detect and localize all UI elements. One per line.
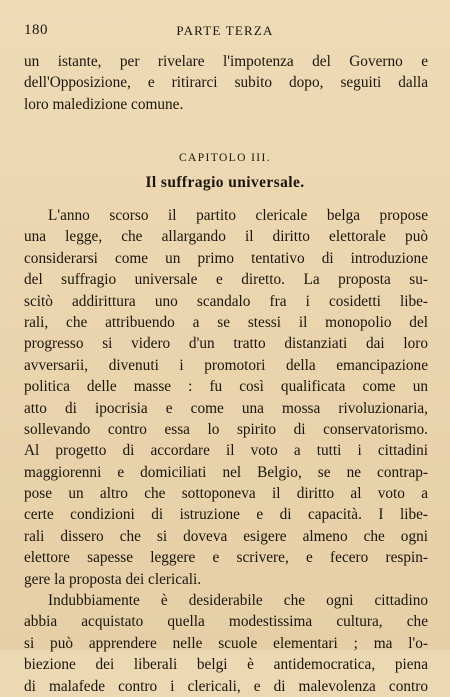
paragraph-2 — [24, 590, 428, 697]
text-line: una legge, che allargando il diritto elettorale può — [24, 228, 428, 246]
text-line: avversarii, divenuti i promotori della emancipazione — [24, 356, 428, 374]
text-line: abbia acquistato quella modestissima cultura, che — [24, 613, 428, 631]
intro-paragraph — [24, 51, 428, 115]
text-line: del suffragio universale e diretto. La proposta su- — [24, 271, 428, 289]
page-number: 180 — [24, 22, 48, 38]
text-line: di malafede contro i clericali, e di malevolenza contro — [24, 677, 428, 695]
text-line: sollevando contro essa lo spirito di conservatorismo. — [24, 420, 428, 438]
text-line: politica delle masse : fu così qualificata come un — [24, 378, 428, 396]
text-line: si può apprendere nelle scuole elementari ; ma l'o- — [24, 634, 428, 652]
page-header — [24, 22, 426, 42]
paragraph-1 — [24, 205, 428, 590]
text-line: atto di ipocrisia e come una mossa rivoluzionaria, — [24, 399, 428, 417]
text-line: certe condizioni di istruzione e di capacità. I libe- — [24, 506, 428, 524]
chapter-label: CAPITOLO III. — [178, 152, 272, 164]
text-line: progresso si videro d'un tratto distanziati dai loro — [24, 335, 428, 353]
text-line: considerarsi come un primo tentativo di introduzione — [24, 249, 428, 267]
text-line: gere la proposta dei clericali. — [24, 570, 202, 588]
text-line: Indubbiamente è desiderabile che ogni cittadino — [48, 592, 428, 610]
text-line: rali dissero che si doveva esigere almeno che ogni — [24, 527, 428, 545]
text-line: maggiorenni e domiciliati nel Belgio, se ne contrap- — [24, 463, 428, 481]
text-line: loro maledizione comune. — [24, 95, 184, 113]
text-line: elettore sapesse leggere e scrivere, e fecero respin- — [24, 549, 428, 567]
main-text — [24, 205, 428, 697]
text-line: dell'Opposizione, e ritirarci subito dopo, seguiti dalla — [24, 74, 428, 92]
text-line: scitò addirittura uno scandalo fra i cosidetti libe- — [24, 292, 428, 310]
text-line: un istante, per rivelare l'impotenza del Governo e — [24, 53, 428, 70]
text-line: pose un altro che sottoponeva il diritto al voto a — [24, 485, 428, 503]
text-line: biezione dei liberali belgi è antidemocratica, piena — [24, 656, 428, 674]
chapter-title: Il suffragio universale. — [145, 174, 305, 191]
text-line: Al progetto di accordare il voto a tutti i cittadini — [24, 442, 428, 460]
running-head: PARTE TERZA — [176, 23, 274, 38]
text-line: L'anno scorso il partito clericale belga propose — [48, 207, 428, 224]
text-line: rali, che attribuendo a se stessi il monopolio del — [24, 313, 428, 331]
